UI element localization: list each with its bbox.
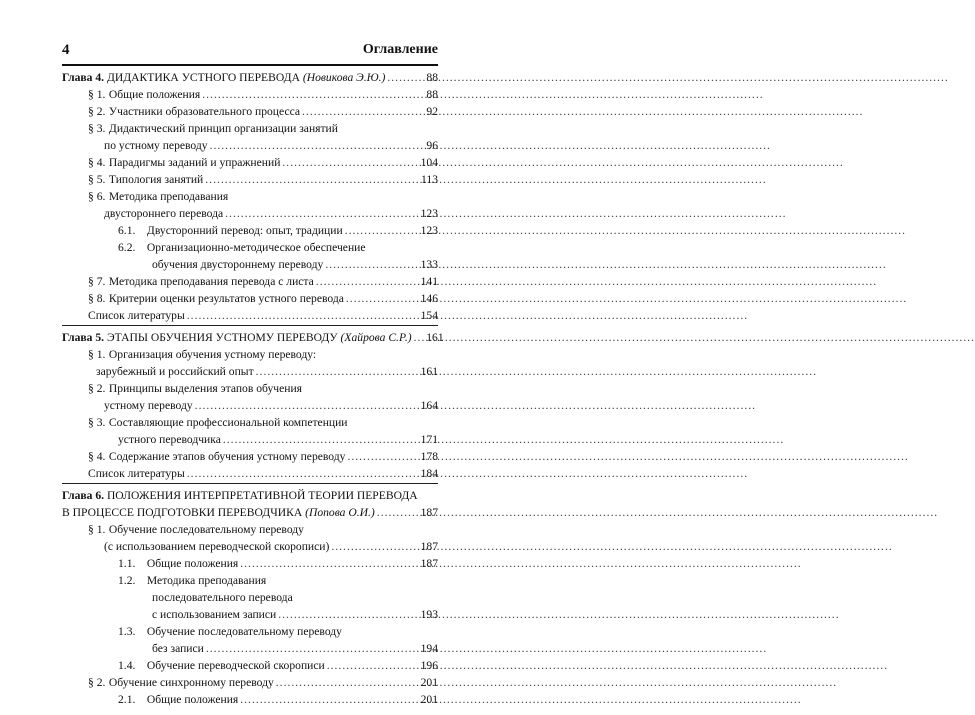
chapter-6-title: ПОЛОЖЕНИЯ ИНТЕРПРЕТАТИВНОЙ ТЕОРИИ ПЕРЕВОДА (106, 489, 418, 502)
toc-entry-cont: (с использованием переводческой скорописи) ..... 187 (62, 538, 438, 555)
toc-entry-literature: Список литературы ..... 154 (62, 307, 438, 324)
toc-entry-cont: двустороннего перевода ..... 123 (62, 205, 438, 222)
toc-entry: 1.4. Обучение переводческой скорописи ..... 196 (62, 657, 438, 674)
chapter-6-page: 187 (420, 506, 438, 519)
toc-entry: § 5. Типология занятий ..... 113 (62, 171, 438, 188)
chapter-6-heading (62, 484, 438, 504)
toc-entry: § 1. Организация обучения устному переводу: (88, 348, 317, 361)
toc-entry-literature: Список литературы ..... 184 (62, 465, 438, 482)
toc-entry: § 2. Принципы выделения этапов обучения (88, 382, 302, 395)
chapter-6-title-cont: В ПРОЦЕССЕ ПОДГОТОВКИ ПЕРЕВОДЧИКА (62, 506, 303, 519)
toc-entry: 2.1. Общие положения ..... 201 (62, 691, 438, 708)
chapter-6-heading-cont (62, 504, 438, 521)
chapter-6-label: Глава 6. (62, 489, 105, 502)
toc-entry-cont: обучения двустороннему переводу ..... 133 (62, 256, 438, 273)
chapter-4-title: ДИДАКТИКА УСТНОГО ПЕРЕВОДА (106, 71, 300, 84)
toc-entry: 1.2. Методика преподавания (118, 574, 267, 587)
toc-entry-cont: без записи ..... 194 (62, 640, 438, 657)
table-of-contents (62, 66, 444, 708)
toc-entry: § 2. Обучение синхронному переводу ..... 201 (62, 674, 438, 691)
toc-entry-cont: последовательного перевода (152, 591, 293, 604)
toc-entry: § 4. Содержание этапов обучения устному переводу ..... 178 (62, 448, 438, 465)
toc-entry: § 3. Составляющие профессиональной компетенции (88, 416, 348, 429)
toc-entry: 1.1. Общие положения ..... 187 (62, 555, 438, 572)
chapter-4-label: Глава 4. (62, 71, 105, 84)
toc-entry: § 1. Обучение последовательному переводу (88, 523, 304, 536)
toc-entry: 6.1. Двусторонний перевод: опыт, традиции ..... 123 (62, 222, 438, 239)
toc-entry: § 4. Парадигмы заданий и упражнений ..... 104 (62, 154, 438, 171)
chapter-4-author: (Новикова Э.Ю.) (302, 71, 386, 84)
chapter-5-author: (Хайрова С.Р.) (340, 331, 412, 344)
toc-entry: 1.3. Обучение последовательному переводу (118, 625, 342, 638)
toc-entry-cont: устного переводчика ..... 171 (62, 431, 438, 448)
chapter-6-author: (Попова О.И.) (305, 506, 375, 519)
chapter-5-label: Глава 5. (62, 331, 105, 344)
toc-entry: § 3. Дидактический принцип организации занятий (88, 122, 338, 135)
toc-entry-cont: с использованием записи ..... 193 (62, 606, 438, 623)
toc-entry: § 6. Методика преподавания (88, 190, 229, 203)
page-number: 4 (62, 42, 70, 58)
toc-entry-cont: по устному переводу ..... 96 (62, 137, 438, 154)
chapter-5-heading (62, 326, 444, 346)
toc-entry: § 8. Критерии оценки результатов устного перевода ..... 146 (62, 290, 438, 307)
toc-entry-cont: устному переводу ..... 164 (62, 397, 438, 414)
chapter-4-page: 88 (426, 71, 438, 84)
toc-entry: § 1. Общие положения ..... 88 (62, 86, 438, 103)
chapter-5-title: ЭТАПЫ ОБУЧЕНИЯ УСТНОМУ ПЕРЕВОДУ (106, 331, 338, 344)
running-header (62, 40, 438, 66)
toc-entry-cont: зарубежный и российский опыт ..... 161 (62, 363, 438, 380)
running-title: Оглавление (362, 42, 438, 57)
toc-entry: § 2. Участники образовательного процесса ..... 92 (62, 103, 438, 120)
toc-entry: § 7. Методика преподавания перевода с листа ..... 141 (62, 273, 438, 290)
chapter-5-page: 161 (426, 331, 444, 344)
chapter-4-heading (62, 66, 438, 86)
toc-entry: 6.2. Организационно-методическое обеспечение (118, 241, 366, 254)
